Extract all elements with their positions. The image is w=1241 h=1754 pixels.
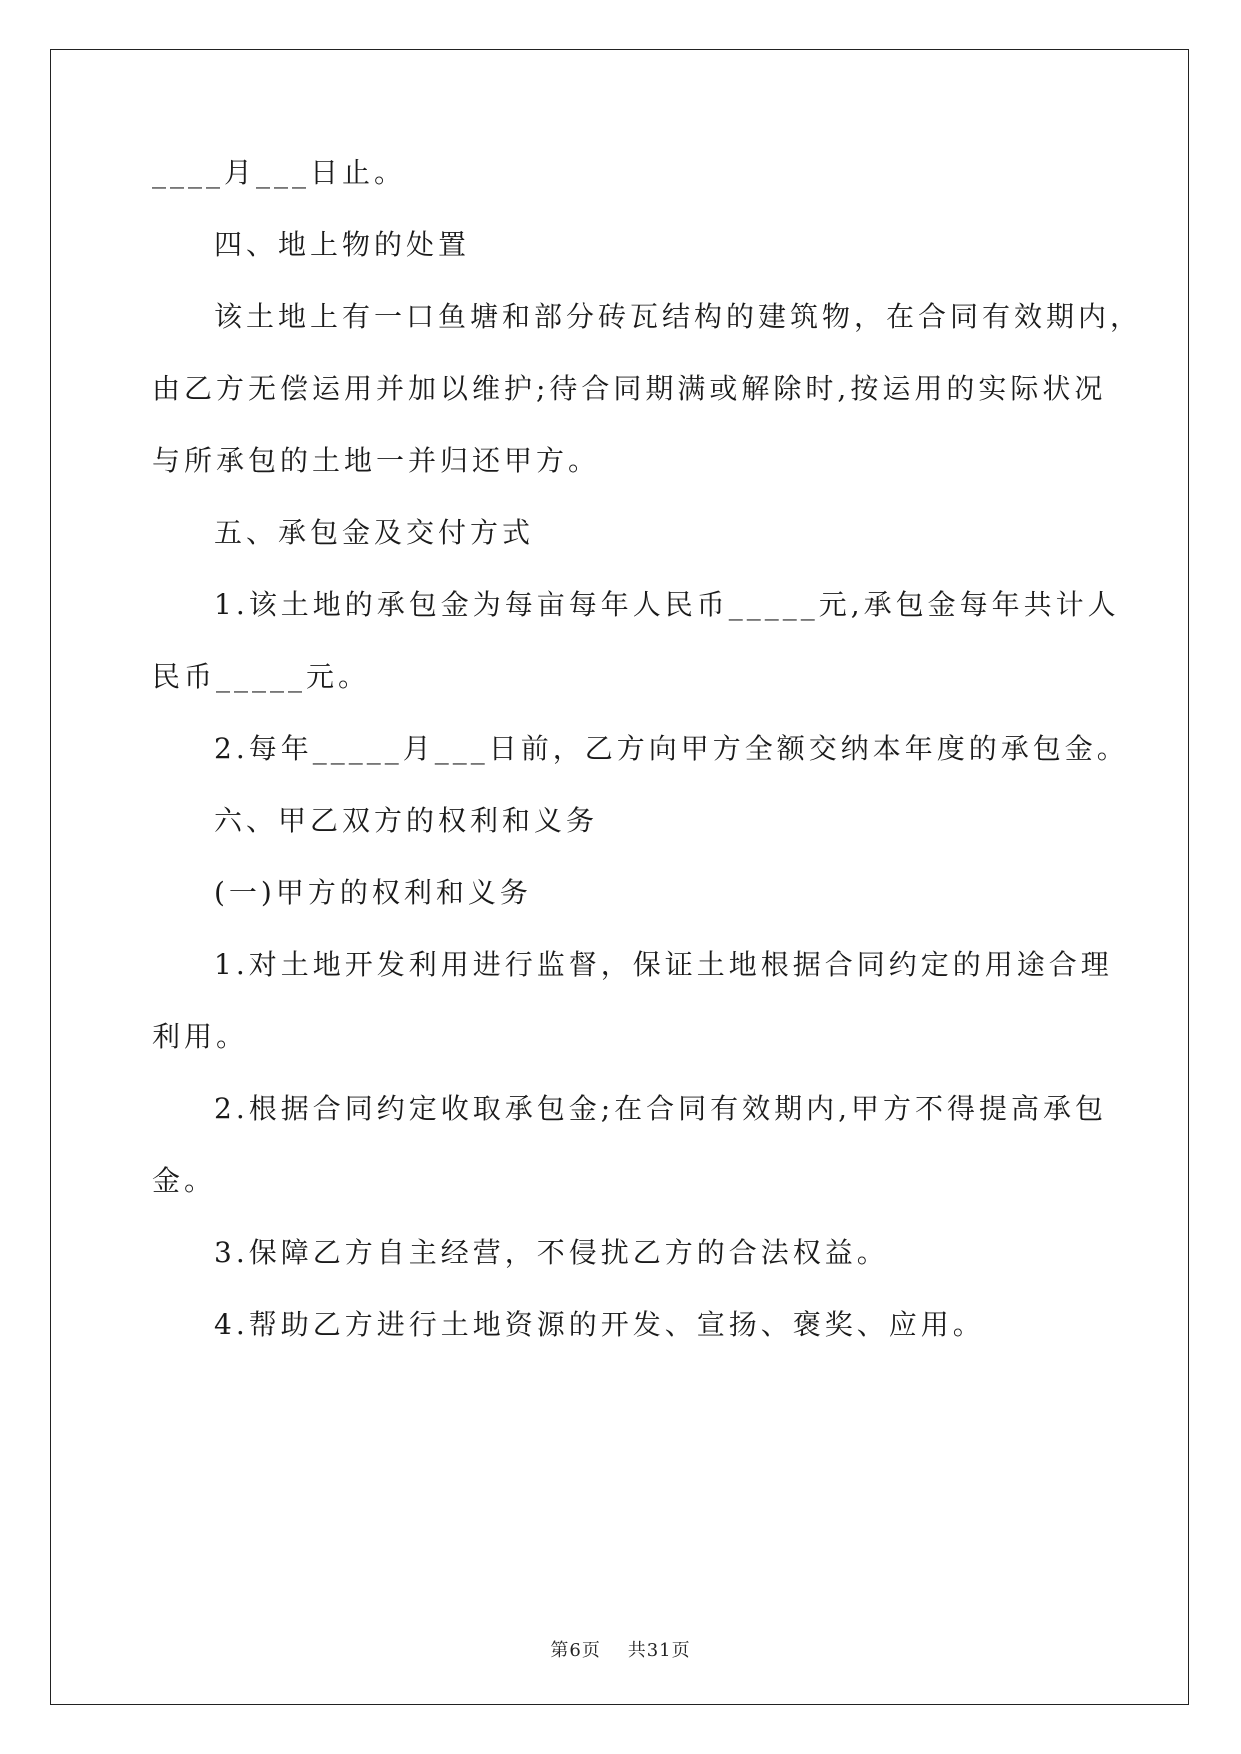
text-line: 与所承包的土地一并归还甲方。 [152, 444, 601, 477]
text-line: 金。 [152, 1164, 217, 1197]
section-heading: 五、承包金及交付方式 [214, 516, 535, 549]
text-line: 3.保障乙方自主经营，不侵扰乙方的合法权益。 [214, 1236, 889, 1269]
section-heading: 六、甲乙双方的权利和义务 [214, 804, 599, 837]
section-heading: 四、地上物的处置 [214, 228, 471, 261]
text-line: 4.帮助乙方进行土地资源的开发、宣扬、褒奖、应用。 [214, 1308, 985, 1341]
text-line: 2.每年_____月___日前，乙方向甲方全额交纳本年度的承包金。 [214, 732, 1129, 765]
page-total: 共31页 [627, 1640, 691, 1661]
subsection-heading: (一)甲方的权利和义务 [214, 876, 532, 909]
text-line: 该土地上有一口鱼塘和部分砖瓦结构的建筑物，在合同有效期内， [214, 300, 1143, 333]
text-line: ____月___日止。 [152, 156, 407, 189]
text-line: 利用。 [152, 1020, 249, 1053]
text-line: 1.该土地的承包金为每亩每年人民币_____元,承包金每年共计人 [214, 588, 1120, 621]
page-number: 第6页 [550, 1640, 601, 1661]
page-footer [0, 1639, 1241, 1663]
text-line: 2.根据合同约定收取承包金;在合同有效期内,甲方不得提高承包 [214, 1092, 1108, 1125]
text-line: 民币_____元。 [152, 660, 371, 693]
text-line: 由乙方无偿运用并加以维护;待合同期满或解除时,按运用的实际状况 [152, 372, 1107, 405]
text-line: 1.对土地开发利用进行监督，保证土地根据合同约定的用途合理 [214, 948, 1113, 981]
